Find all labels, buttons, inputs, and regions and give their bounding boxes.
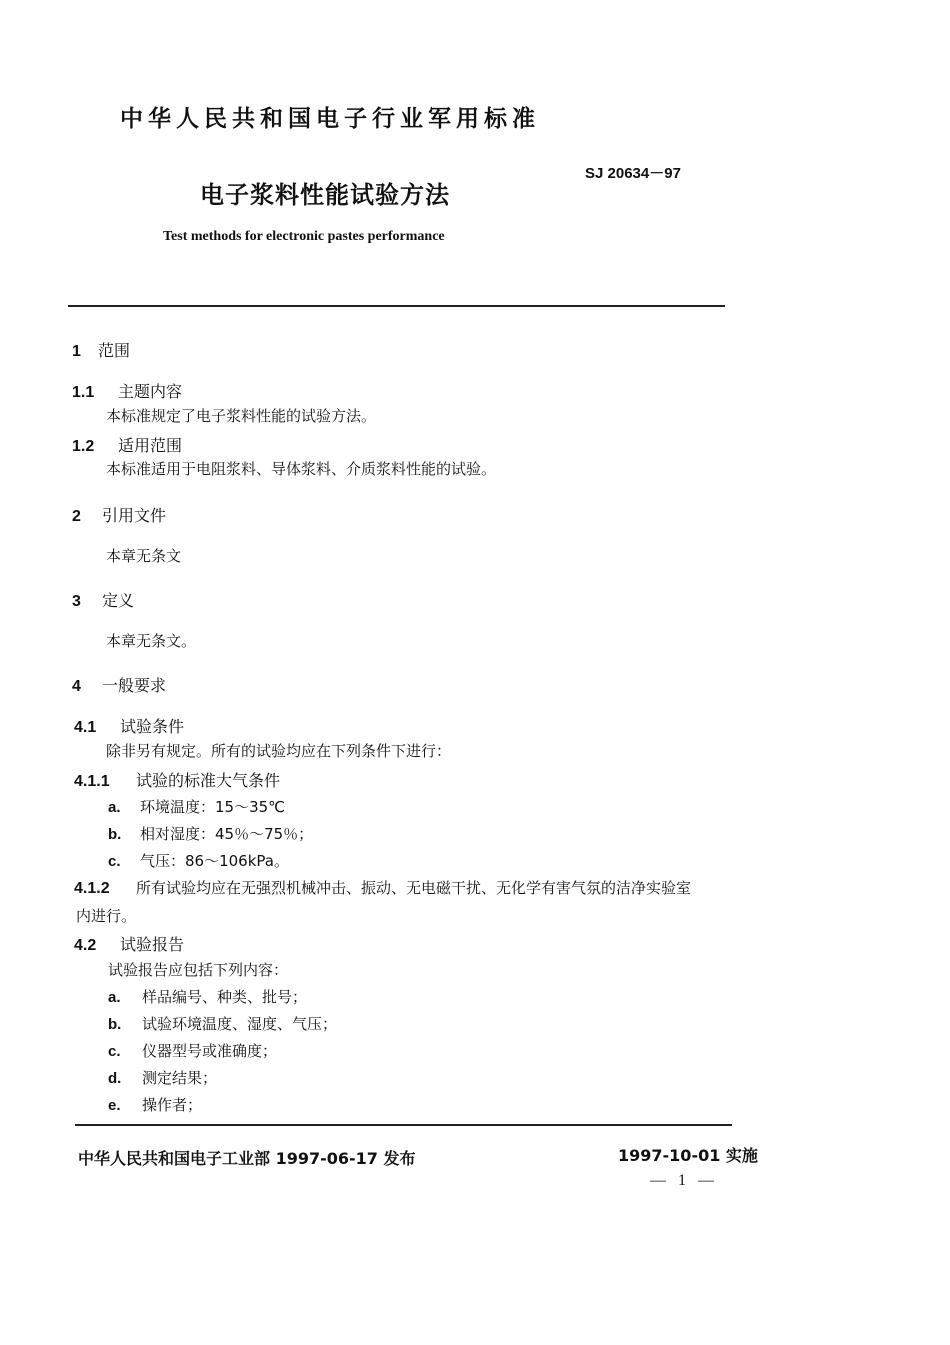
standard-type-header: 中华人民共和国电子行业军用标准 — [120, 106, 540, 132]
issue-info: 中华人民共和国电子工业部 1997-06-17 发布 — [78, 1149, 416, 1168]
list-item: a. 样品编号、种类、批号； — [108, 988, 308, 1006]
list-item: b. 相对湿度：45％～75％； — [108, 825, 314, 843]
list-item: b. 试验环境温度、湿度、气压； — [108, 1015, 338, 1033]
list-item: a. 环境温度：15～35℃ — [108, 798, 286, 816]
section-4-1-2-line1: 4.1.2 所有试验均应在无强烈机械冲击、振动、无电磁干扰、无化学有害气氛的洁净实验室 — [74, 879, 692, 897]
list-item: d. 测定结果； — [108, 1069, 218, 1087]
section-1-1-body: 本标准规定了电子浆料性能的试验方法。 — [106, 407, 377, 425]
list-item: e. 操作者； — [108, 1096, 203, 1114]
section-4-2-body: 试验报告应包括下列内容： — [108, 961, 289, 979]
list-item: c. 气压：86～106kPa。 — [108, 852, 289, 870]
section-4-1-2-line2: 内进行。 — [76, 907, 137, 925]
section-4-1-body: 除非另有规定。所有的试验均应在下列条件下进行： — [106, 742, 452, 760]
section-3-body: 本章无条文。 — [106, 632, 197, 650]
section-4-1-1-heading: 4.1.1 试验的标准大气条件 — [74, 771, 281, 790]
section-2-body: 本章无条文 — [106, 547, 182, 565]
section-3-heading: 3 定义 — [72, 591, 135, 610]
standard-code: SJ 20634－97 — [585, 165, 681, 182]
section-4-1-heading: 4.1 试验条件 — [74, 717, 185, 736]
footer-divider — [75, 1124, 732, 1126]
section-1-2-heading: 1.2 适用范围 — [72, 436, 183, 455]
section-4-2-heading: 4.2 试验报告 — [74, 935, 185, 954]
page-number: — 1 — — [650, 1172, 718, 1189]
title-english: Test methods for electronic pastes performance — [163, 229, 445, 244]
header-divider — [68, 305, 725, 307]
section-1-heading: 1 范围 — [72, 341, 131, 360]
list-item: c. 仪器型号或准确度； — [108, 1042, 278, 1060]
section-4-heading: 4 一般要求 — [72, 676, 167, 695]
section-2-heading: 2 引用文件 — [72, 506, 167, 525]
title-chinese: 电子浆料性能试验方法 — [200, 181, 450, 209]
effective-date: 1997-10-01 实施 — [618, 1146, 758, 1165]
section-1-1-heading: 1.1 主题内容 — [72, 382, 183, 401]
section-1-2-body: 本标准适用于电阻浆料、导体浆料、介质浆料性能的试验。 — [106, 460, 497, 478]
